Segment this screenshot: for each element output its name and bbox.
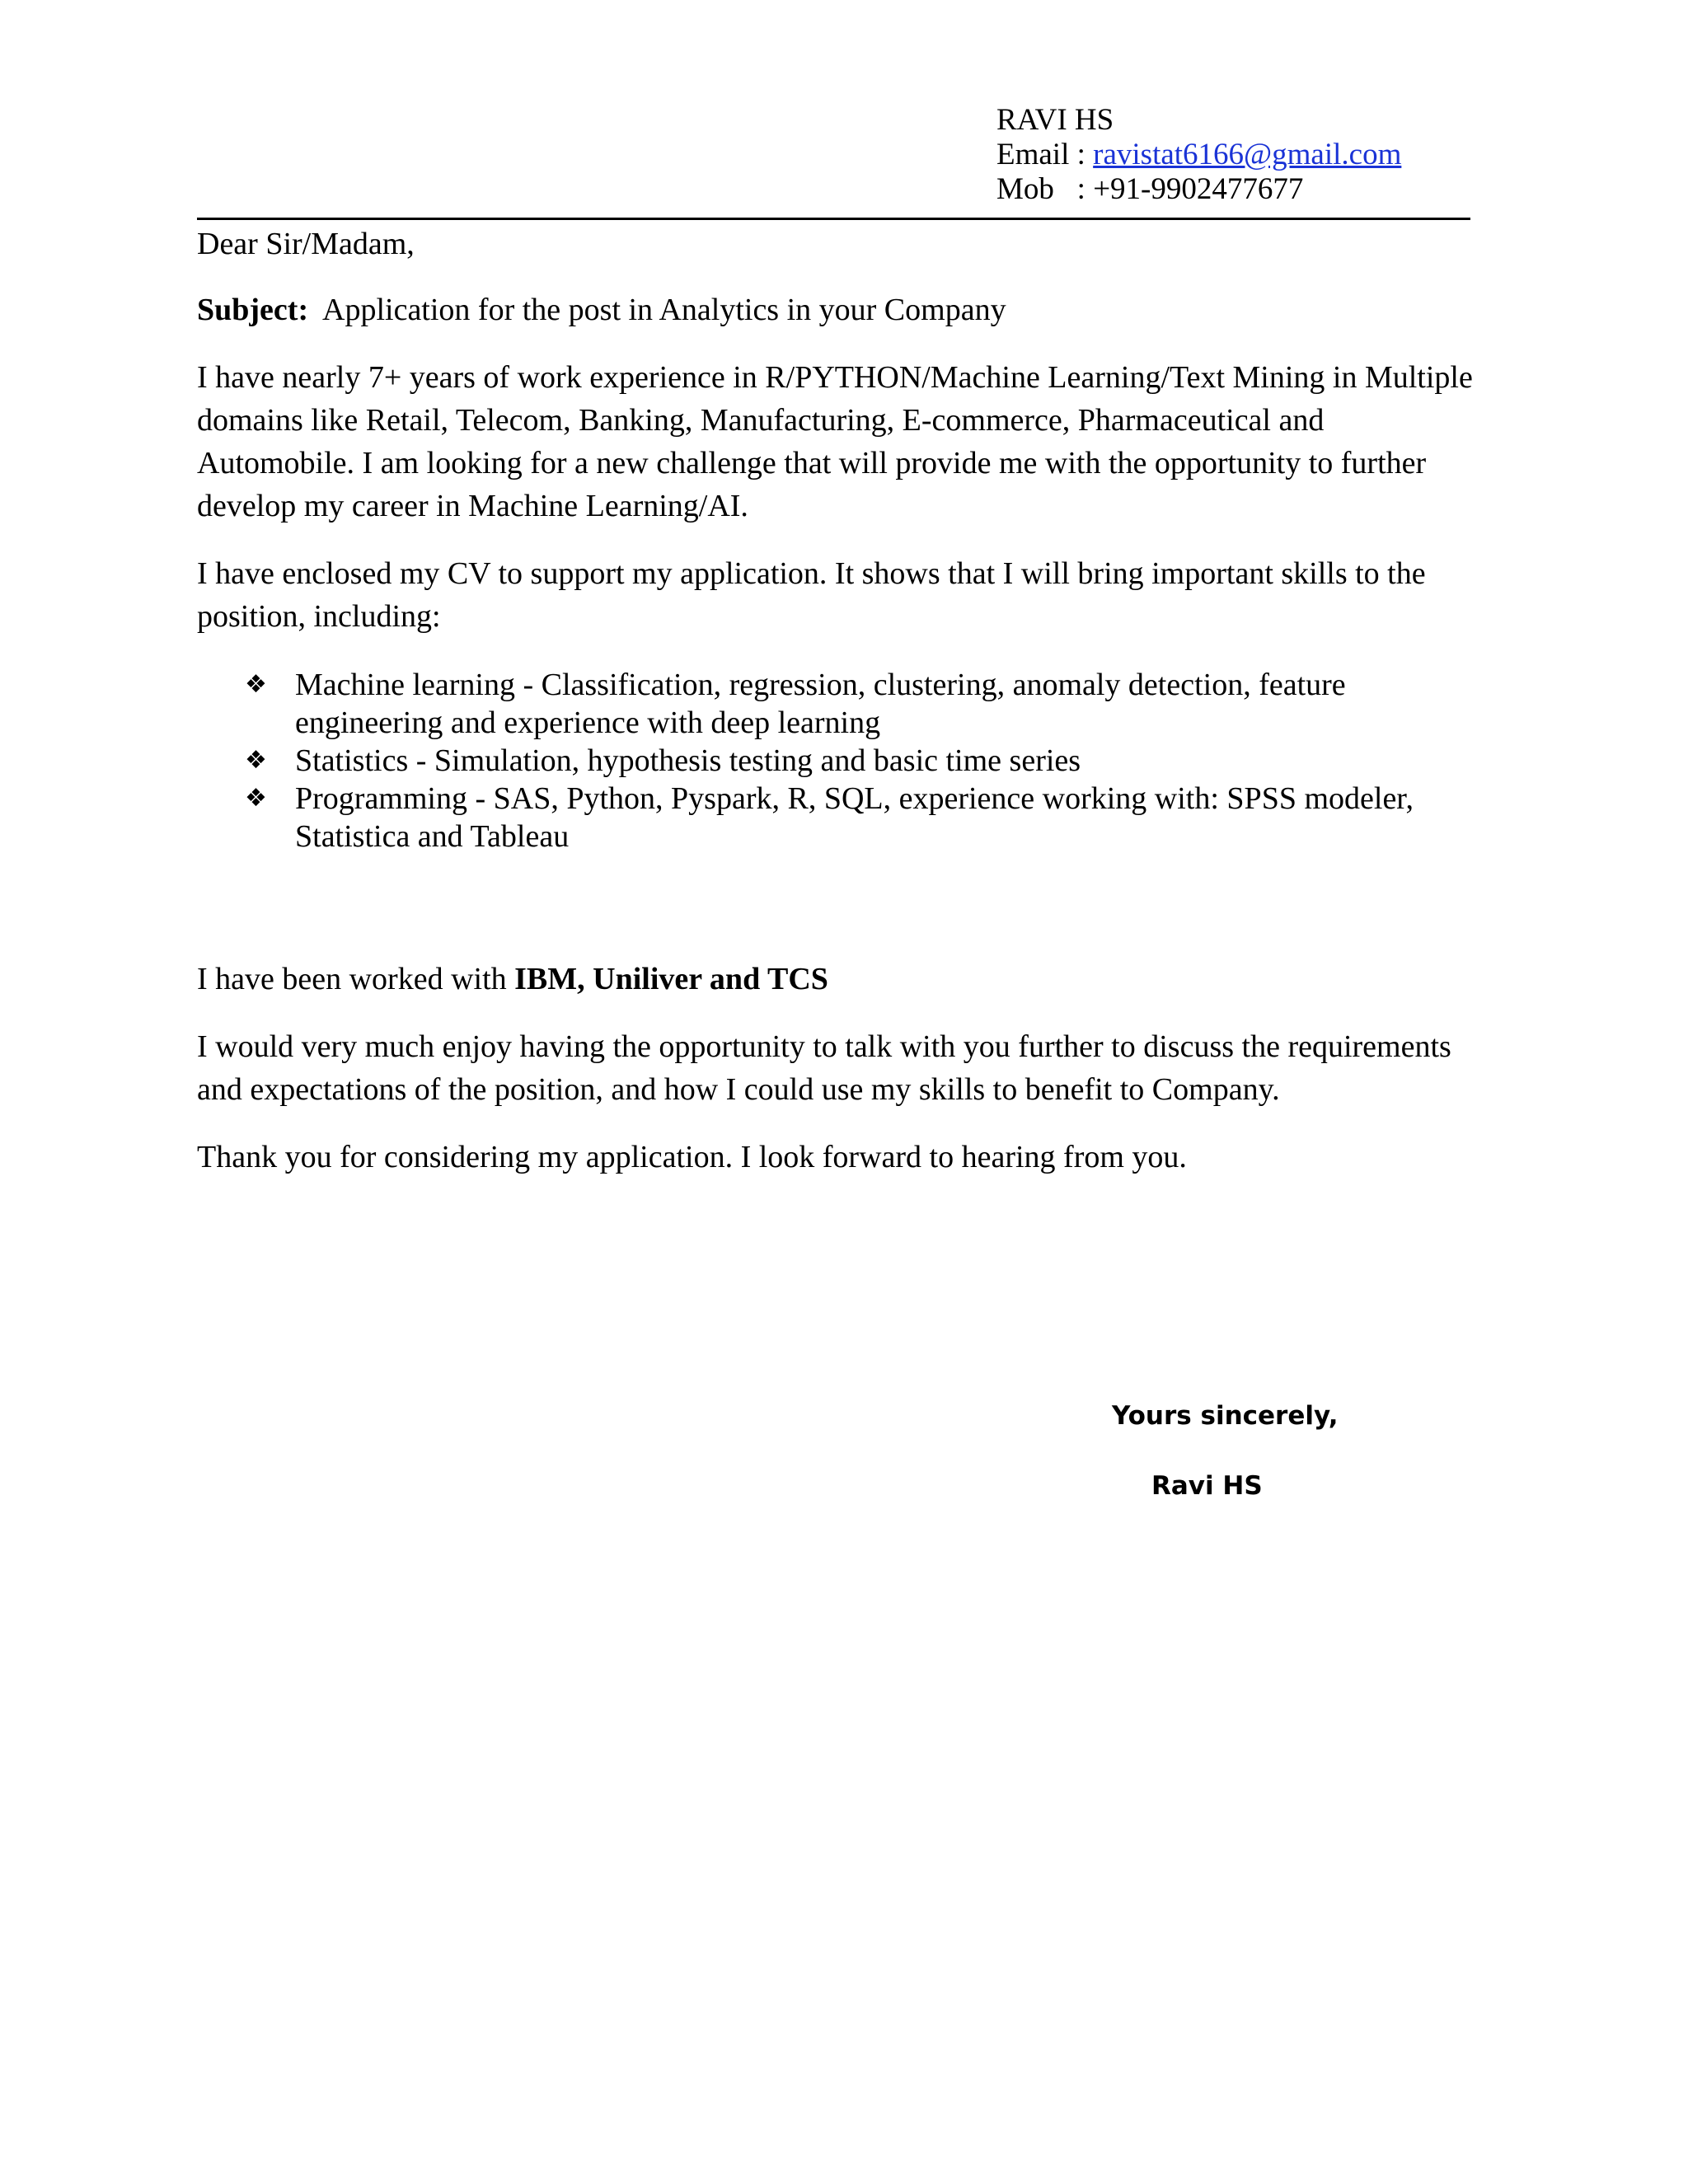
list-item <box>197 666 1475 742</box>
mobile-row <box>996 172 1401 207</box>
diamond-bullet-icon: ❖ <box>245 746 267 775</box>
salutation: Dear Sir/Madam, <box>197 227 415 261</box>
email-label: Email : <box>996 138 1094 171</box>
cv-paragraph: I have enclosed my CV to support my application. It shows that I will bring important skills to the position, including: <box>197 556 1426 634</box>
subject-label: Subject: <box>197 293 309 327</box>
closing-line: Yours sincerely, <box>1112 1401 1339 1431</box>
contact-header <box>996 103 1401 207</box>
sender-name: RAVI HS <box>996 103 1114 137</box>
header-divider <box>197 218 1470 220</box>
diamond-bullet-icon: ❖ <box>245 784 267 813</box>
email-link[interactable]: ravistat6166@gmail.com <box>1093 138 1402 171</box>
skill-text: Programming - SAS, Python, Pyspark, R, SQL, experience working with: SPSS modeler, Statistica and Tableau <box>295 781 1414 854</box>
employers-paragraph <box>197 958 1475 1001</box>
skills-list <box>197 666 1475 855</box>
signature-name: Ravi HS <box>1151 1471 1263 1501</box>
subject-text: Application for the post in Analytics in your Company <box>322 293 1006 327</box>
skill-text: Machine learning - Classification, regression, clustering, anomaly detection, feature engineering and experience with deep learning <box>295 668 1346 740</box>
subject-line <box>197 288 1475 331</box>
discussion-paragraph: I would very much enjoy having the opportunity to talk with you further to discuss the requirements and expectations of the position, and how I could use my skills to benefit to Company. <box>197 1029 1451 1107</box>
diamond-bullet-icon: ❖ <box>245 670 267 699</box>
employers-names: IBM, Uniliver and TCS <box>514 962 828 996</box>
spacer <box>197 855 1475 933</box>
mobile-label: Mob : <box>996 172 1094 206</box>
list-item <box>197 780 1475 855</box>
letter-body <box>197 223 1475 1179</box>
list-item <box>197 742 1475 780</box>
skill-text: Statistics - Simulation, hypothesis testing and basic time series <box>295 743 1081 778</box>
email-row <box>996 138 1401 172</box>
thanks-paragraph: Thank you for considering my application. I look forward to hearing from you. <box>197 1140 1187 1174</box>
employers-prefix: I have been worked with <box>197 962 515 996</box>
mobile-number: +91-9902477677 <box>1093 172 1304 206</box>
experience-paragraph: I have nearly 7+ years of work experience in R/PYTHON/Machine Learning/Text Mining in Multiple domains like Retail, Telecom, Banking, Manufacturing, E-commerce, Pharmaceutical and Automobile. I am looking for a new challenge that will provide me with the opportunity to further develop my career in Machine Learning/AI. <box>197 360 1473 523</box>
